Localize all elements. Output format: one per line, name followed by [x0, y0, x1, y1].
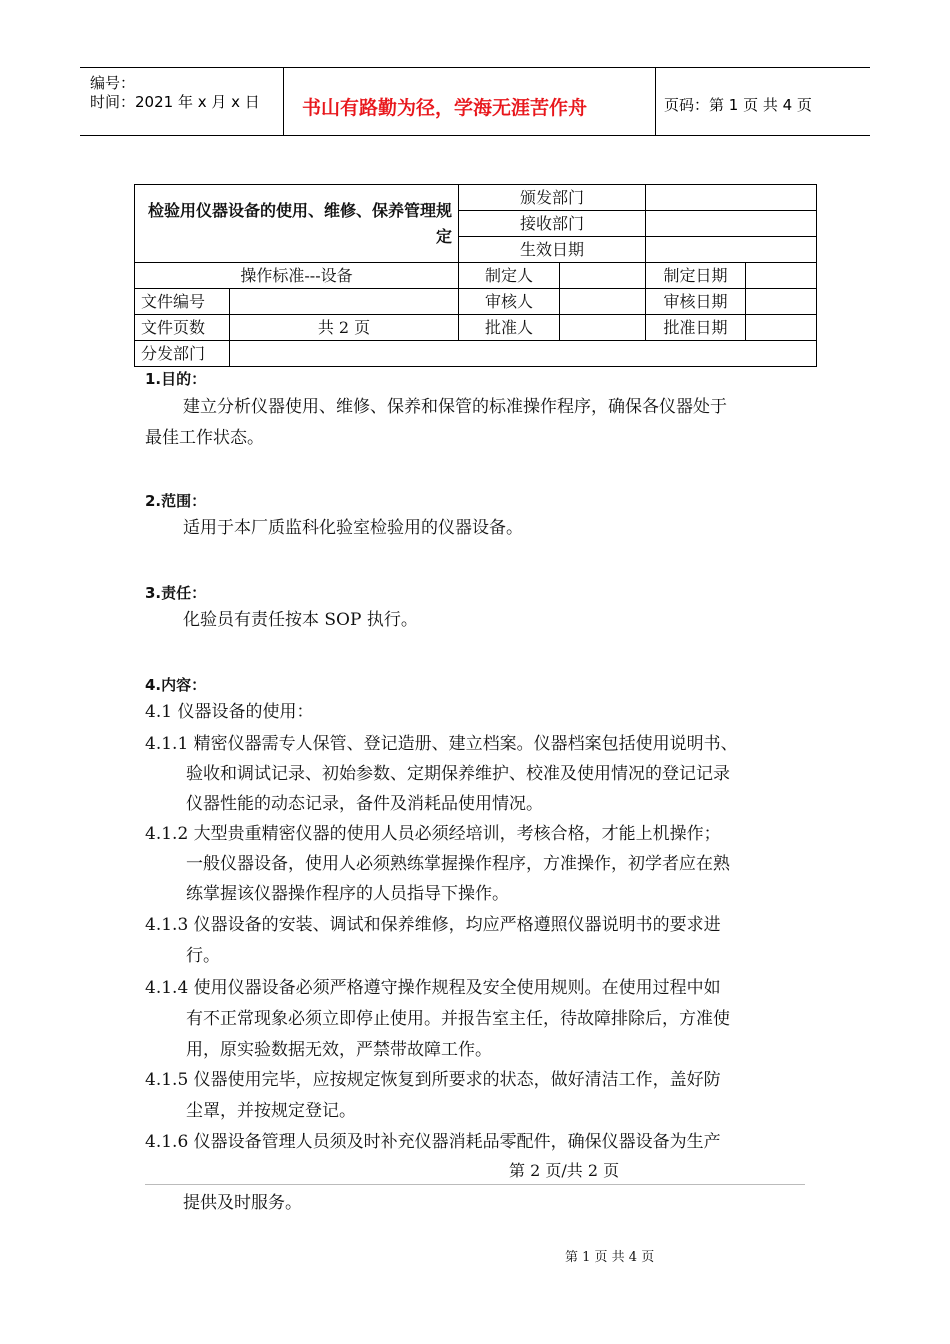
section-2-line-1: 适用于本厂质监科化验室检验用的仪器设备。 — [183, 518, 523, 538]
section-3-title: 3.责任： — [145, 584, 207, 602]
reviewer-value — [560, 289, 646, 315]
distribution-label: 分发部门 — [135, 341, 230, 367]
review-date-value — [746, 289, 817, 315]
document-info-table — [134, 184, 817, 367]
section-3-line-1: 化验员有责任按本 SOP 执行。 — [183, 610, 418, 630]
document-title: 检验用仪器设备的使用、维修、保养管理规定 — [135, 185, 459, 263]
section-4-1-6-line-1: 4.1.6 仪器设备管理人员须及时补充仪器消耗品零配件，确保仪器设备为生产 — [145, 1132, 721, 1152]
approver-value — [560, 315, 646, 341]
approve-date-value — [746, 315, 817, 341]
section-4-1-2-line-1: 4.1.2 大型贵重精密仪器的使用人员必须经培训，考核合格，才能上机操作； — [145, 824, 721, 844]
section-4-title: 4.内容： — [145, 676, 207, 694]
draft-date-label: 制定日期 — [646, 263, 746, 289]
file-no-label: 文件编号 — [135, 289, 230, 315]
receive-dept-label: 接收部门 — [459, 211, 646, 237]
section-4-1-2-line-3: 练掌握该仪器操作程序的人员指导下操作。 — [186, 884, 509, 904]
section-4-1-1-line-1: 4.1.1 精密仪器需专人保管、登记造册、建立档案。仪器档案包括使用说明书、 — [145, 734, 738, 754]
section-1-title: 1.目的： — [145, 370, 207, 388]
section-4-1: 4.1 仪器设备的使用： — [145, 702, 314, 722]
header-number-label: 编号： — [90, 74, 136, 92]
category-label: 操作标准---设备 — [135, 263, 459, 289]
section-4-1-1-line-2: 验收和调试记录、初始参数、定期保养维护、校准及使用情况的登记记录 — [186, 764, 730, 784]
header-top-rule — [80, 67, 870, 68]
inner-page-number: 第 2 页/共 2 页 — [509, 1161, 620, 1180]
draft-date-value — [746, 263, 817, 289]
drafter-label: 制定人 — [459, 263, 560, 289]
distribution-value — [230, 341, 817, 367]
section-4-1-6-line-2: 提供及时服务。 — [183, 1193, 302, 1213]
section-4-1-3-line-1: 4.1.3 仪器设备的安装、调试和保养维修，均应严格遵照仪器说明书的要求进 — [145, 915, 721, 935]
page-footer: 第 1 页 共 4 页 — [565, 1250, 655, 1265]
header-divider-right — [655, 67, 656, 136]
receive-dept-value — [646, 211, 817, 237]
effective-date-value — [646, 237, 817, 263]
header-bottom-rule — [80, 135, 870, 136]
page-count-value: 共 2 页 — [230, 315, 459, 341]
section-4-1-4-line-2: 有不正常现象必须立即停止使用。并报告室主任，待故障排除后，方准使 — [186, 1009, 730, 1029]
page-count-label: 文件页数 — [135, 315, 230, 341]
file-no-value — [230, 289, 459, 315]
section-4-1-4-line-1: 4.1.4 使用仪器设备必须严格遵守操作规程及安全使用规则。在使用过程中如 — [145, 978, 721, 998]
header-date-label: 时间：2021 年 x 月 x 日 — [90, 93, 260, 111]
section-4-1-2-line-2: 一般仪器设备，使用人必须熟练掌握操作程序，方准操作，初学者应在熟 — [186, 854, 730, 874]
section-1-line-1: 建立分析仪器使用、维修、保养和保管的标准操作程序，确保各仪器处于 — [183, 397, 727, 417]
section-4-1-3-line-2: 行。 — [186, 946, 220, 966]
reviewer-label: 审核人 — [459, 289, 560, 315]
header-motto: 书山有路勤为径，学海无涯苦作舟 — [302, 97, 588, 119]
issue-dept-value — [646, 185, 817, 211]
inner-footer-rule — [145, 1184, 805, 1185]
approve-date-label: 批准日期 — [646, 315, 746, 341]
drafter-value — [560, 263, 646, 289]
section-4-1-1-line-3: 仪器性能的动态记录，备件及消耗品使用情况。 — [186, 794, 543, 814]
effective-date-label: 生效日期 — [459, 237, 646, 263]
section-1-line-2: 最佳工作状态。 — [145, 428, 264, 448]
issue-dept-label: 颁发部门 — [459, 185, 646, 211]
section-4-1-5-line-1: 4.1.5 仪器使用完毕，应按规定恢复到所要求的状态，做好清洁工作，盖好防 — [145, 1070, 721, 1090]
header-page-label: 页码：第 1 页 共 4 页 — [664, 96, 812, 114]
section-4-1-5-line-2: 尘罩，并按规定登记。 — [186, 1101, 356, 1121]
approver-label: 批准人 — [459, 315, 560, 341]
section-4-1-4-line-3: 用，原实验数据无效，严禁带故障工作。 — [186, 1040, 492, 1060]
header-divider-left — [283, 67, 284, 136]
review-date-label: 审核日期 — [646, 289, 746, 315]
section-2-title: 2.范围： — [145, 492, 207, 510]
